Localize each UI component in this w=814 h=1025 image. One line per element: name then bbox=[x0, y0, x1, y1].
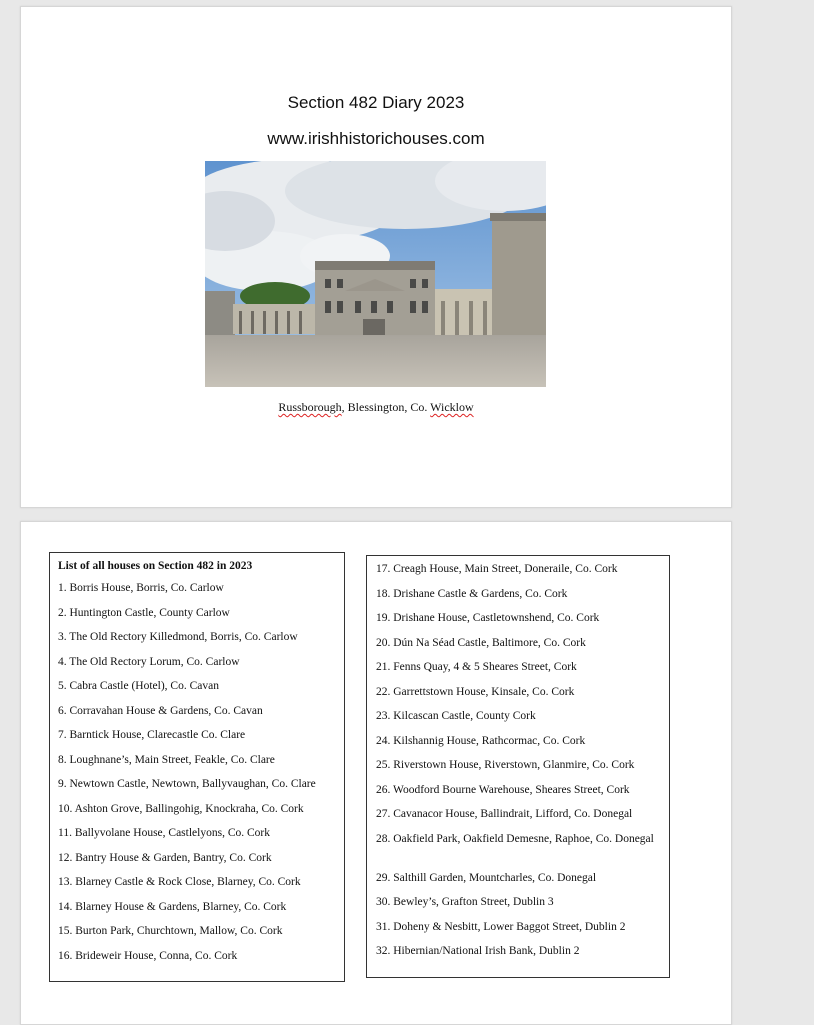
list-item: 6. Corravahan House & Gardens, Co. Cavan bbox=[58, 704, 263, 717]
house-list-left-column bbox=[49, 552, 345, 982]
website-url: www.irishhistorichouses.com bbox=[267, 129, 485, 148]
caption-house-name: Russborough bbox=[278, 400, 342, 414]
list-heading: List of all houses on Section 482 in 2023 bbox=[58, 560, 253, 572]
list-item: 20. Dún Na Séad Castle, Baltimore, Co. Cork bbox=[376, 636, 586, 649]
list-item: 12. Bantry House & Garden, Bantry, Co. Cork bbox=[58, 851, 272, 864]
list-item: 31. Doheny & Nesbitt, Lower Baggot Street, Dublin 2 bbox=[376, 920, 626, 933]
list-item: 8. Loughnane’s, Main Street, Feakle, Co. Clare bbox=[58, 753, 275, 766]
list-item: 23. Kilcascan Castle, County Cork bbox=[376, 710, 536, 722]
list-item: 25. Riverstown House, Riverstown, Glanmire, Co. Cork bbox=[376, 759, 635, 771]
list-item: 28. Oakfield Park, Oakfield Demesne, Raphoe, Co. Donegal bbox=[376, 832, 654, 845]
list-item: 24. Kilshannig House, Rathcormac, Co. Cork bbox=[376, 734, 586, 747]
list-item: 18. Drishane Castle & Gardens, Co. Cork bbox=[376, 587, 568, 600]
photo-caption bbox=[21, 400, 731, 415]
list-item: 32. Hibernian/National Irish Bank, Dublin 2 bbox=[376, 945, 580, 957]
document-page-1 bbox=[20, 6, 732, 508]
list-item: 2. Huntington Castle, County Carlow bbox=[58, 606, 230, 619]
list-item: 27. Cavanacor House, Ballindrait, Lifford, Co. Donegal bbox=[376, 808, 633, 820]
list-item: 30. Bewley’s, Grafton Street, Dublin 3 bbox=[376, 896, 554, 908]
list-item: 11. Ballyvolane House, Castlelyons, Co. Cork bbox=[58, 827, 270, 839]
list-item: 13. Blarney Castle & Rock Close, Blarney, Co. Cork bbox=[58, 876, 301, 888]
caption-county: Wicklow bbox=[430, 400, 474, 414]
list-item: 14. Blarney House & Gardens, Blarney, Co. Cork bbox=[58, 900, 287, 913]
list-item: 3. The Old Rectory Killedmond, Borris, Co. Carlow bbox=[58, 631, 298, 643]
document-page-2 bbox=[20, 521, 732, 1025]
list-item: 26. Woodford Bourne Warehouse, Sheares Street, Cork bbox=[376, 783, 630, 796]
list-item: 22. Garrettstown House, Kinsale, Co. Cork bbox=[376, 685, 575, 698]
list-item: 9. Newtown Castle, Newtown, Ballyvaughan, Co. Clare bbox=[58, 778, 316, 790]
list-item: 21. Fenns Quay, 4 & 5 Sheares Street, Cork bbox=[376, 661, 577, 673]
list-item: 17. Creagh House, Main Street, Doneraile, Co. Cork bbox=[376, 563, 618, 575]
caption-location: , Blessington, Co. bbox=[341, 400, 431, 414]
list-item: 7. Barntick House, Clarecastle Co. Clare bbox=[58, 729, 246, 741]
list-item: 1. Borris House, Borris, Co. Carlow bbox=[58, 582, 224, 594]
document-title: Section 482 Diary 2023 bbox=[287, 93, 465, 112]
list-item: 10. Ashton Grove, Ballingohig, Knockraha, Co. Cork bbox=[58, 802, 304, 815]
list-item: 29. Salthill Garden, Mountcharles, Co. Donegal bbox=[376, 871, 597, 884]
list-item: 5. Cabra Castle (Hotel), Co. Cavan bbox=[58, 680, 219, 692]
list-item: 16. Brideweir House, Conna, Co. Cork bbox=[58, 949, 238, 962]
house-photo bbox=[205, 161, 546, 387]
list-item: 19. Drishane House, Castletownshend, Co. Cork bbox=[376, 612, 600, 624]
list-item: 15. Burton Park, Churchtown, Mallow, Co. Cork bbox=[58, 925, 283, 937]
house-list-right-column bbox=[366, 555, 670, 978]
list-item: 4. The Old Rectory Lorum, Co. Carlow bbox=[58, 655, 240, 668]
